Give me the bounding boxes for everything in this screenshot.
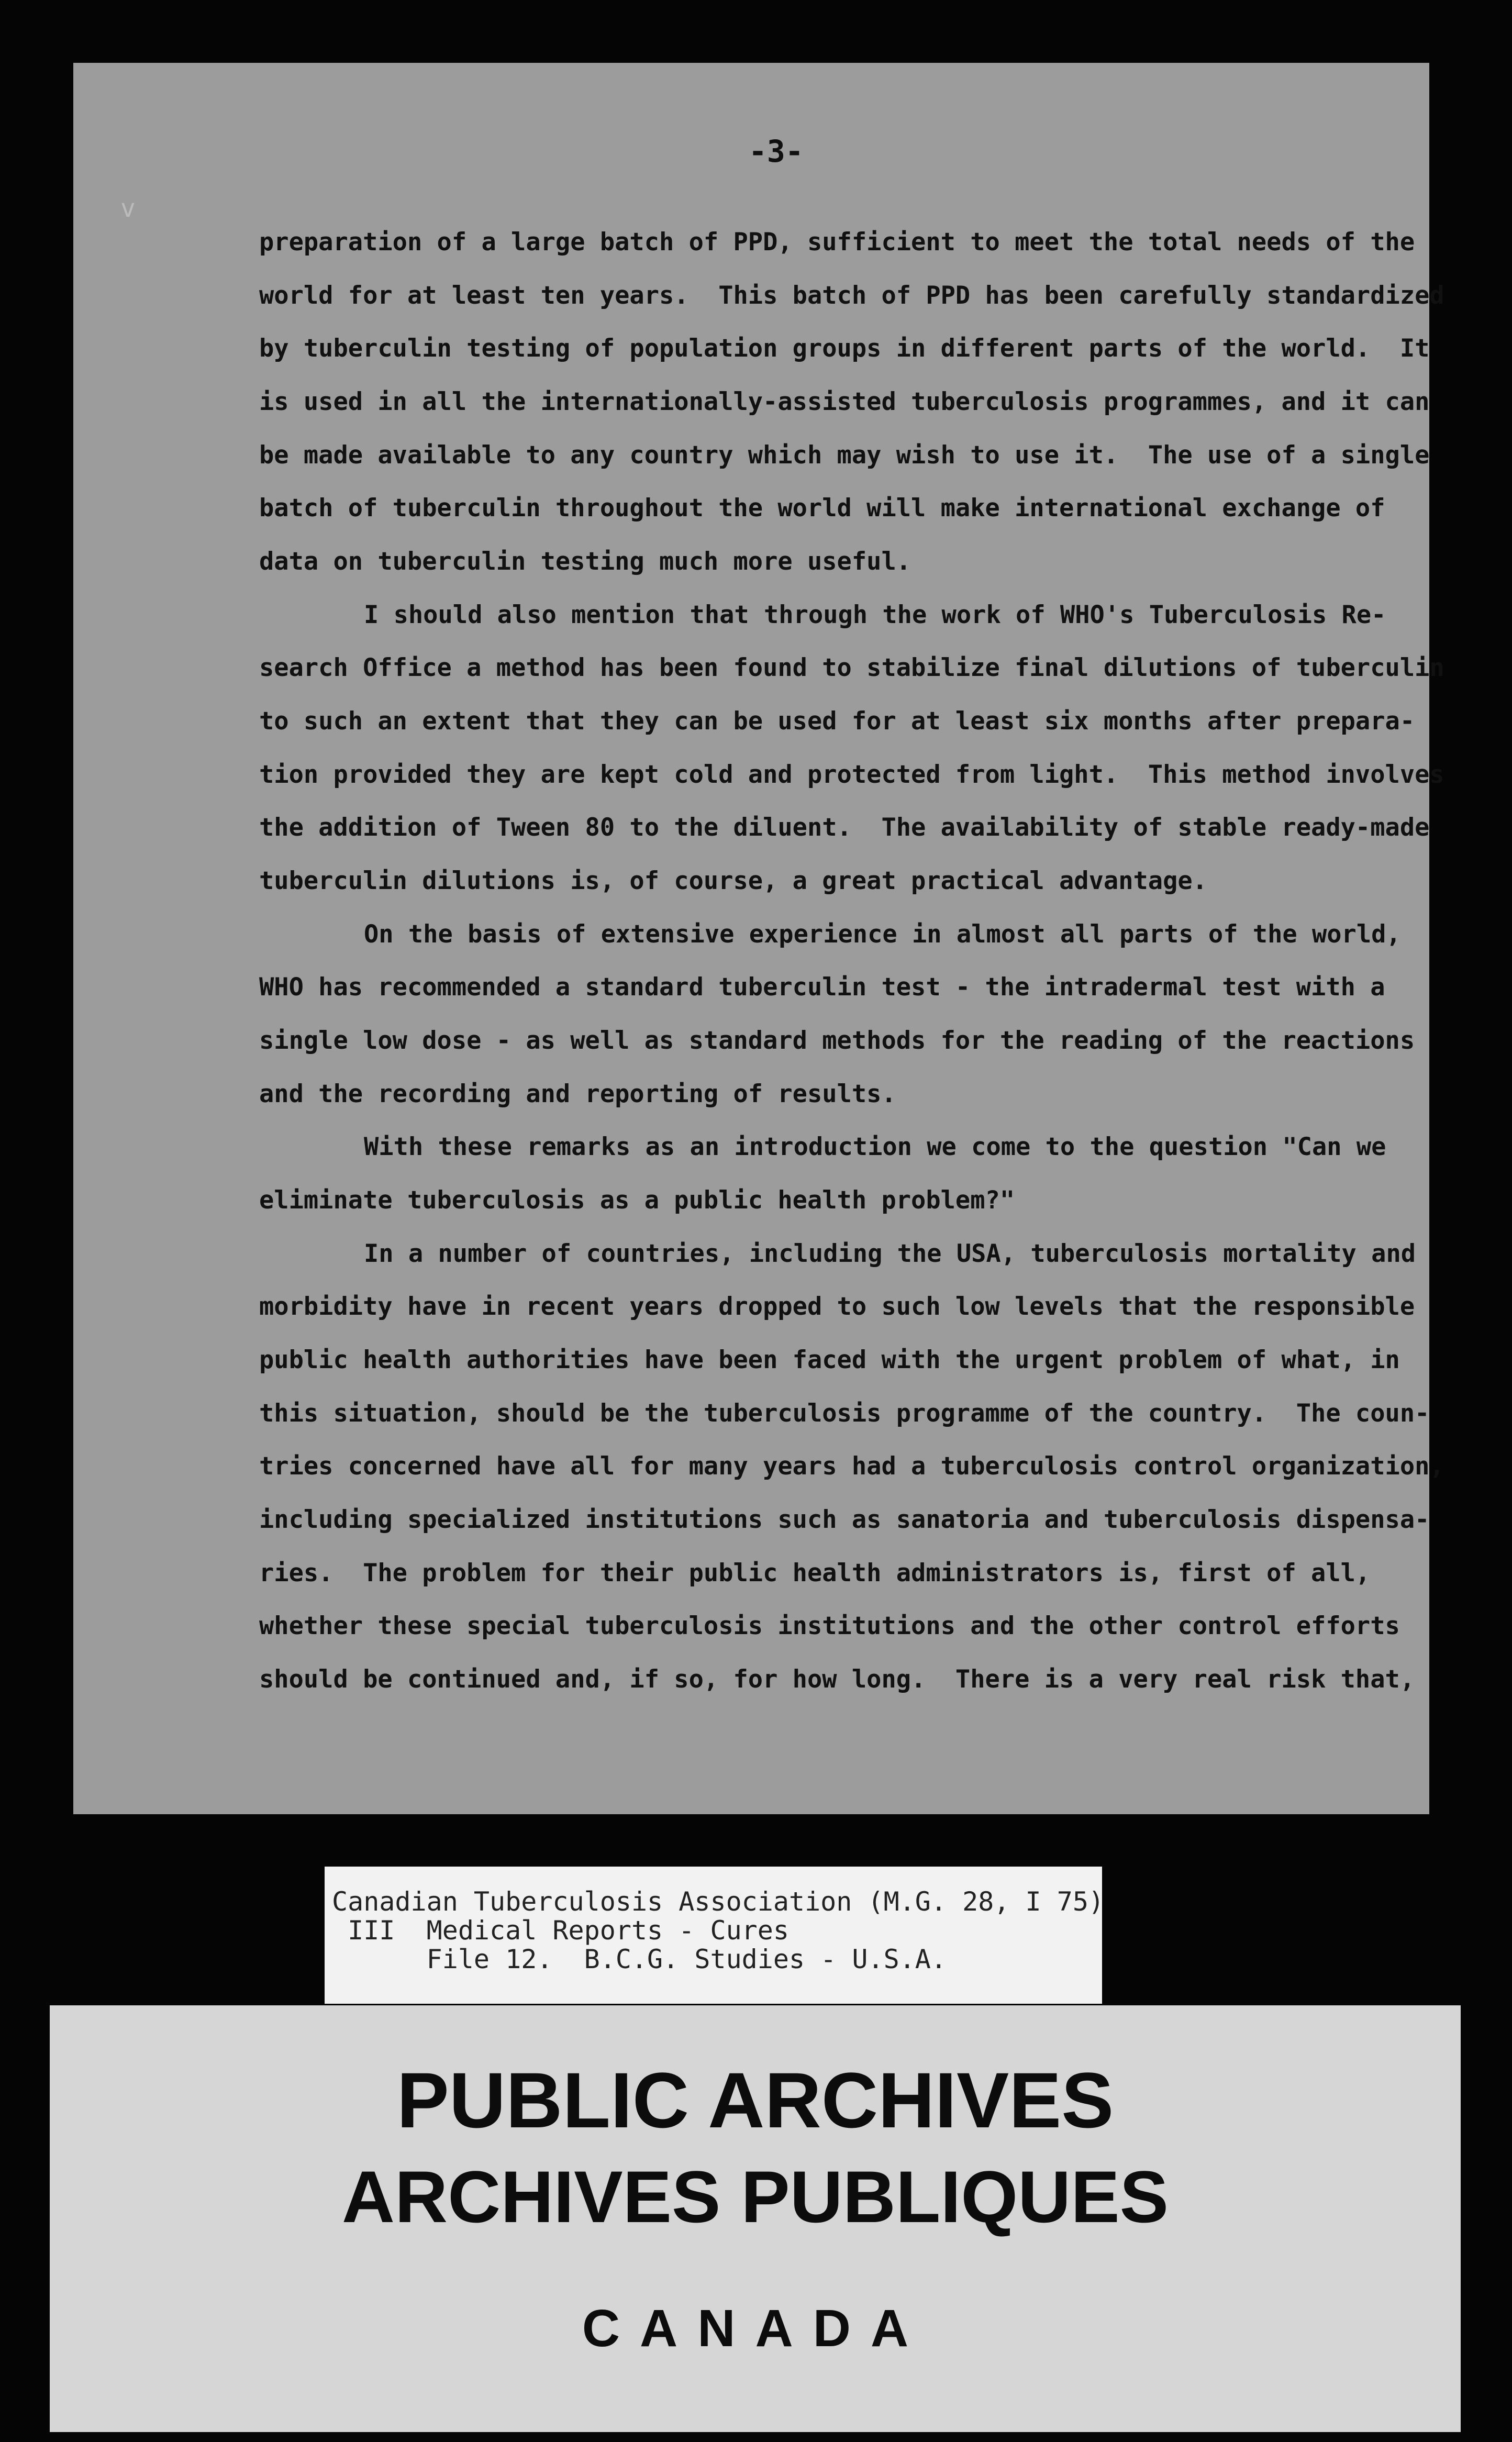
- text-line: batch of tuberculin throughout the world will make international exchange of: [259, 494, 1385, 523]
- text-line: the addition of Tween 80 to the diluent. The availability of stable ready-made: [259, 813, 1430, 842]
- banner-title-en: PUBLIC ARCHIVES: [396, 2056, 1114, 2144]
- text-line: and the recording and reporting of results.: [259, 1080, 896, 1108]
- label-line: Canadian Tuberculosis Association (M.G. 28, I 75): [332, 1886, 1105, 1917]
- text-line: tuberculin dilutions is, of course, a great practical advantage.: [259, 867, 1207, 895]
- label-line: File 12. B.C.G. Studies - U.S.A.: [332, 1944, 947, 1974]
- text-line: by tuberculin testing of population groups in different parts of the world. It: [259, 334, 1430, 363]
- text-line: to such an extent that they can be used for at least six months after prepara-: [259, 707, 1415, 736]
- archive-label: [325, 1867, 1105, 2004]
- page-number: -3-: [749, 134, 804, 169]
- text-line: should be continued and, if so, for how long. There is a very real risk that,: [259, 1665, 1415, 1694]
- text-line: I should also mention that through the work of WHO's Tuberculosis Re-: [364, 601, 1386, 629]
- text-line: world for at least ten years. This batch of PPD has been carefully standardized: [259, 281, 1444, 310]
- text-line: ries. The problem for their public health administrators is, first of all,: [259, 1559, 1371, 1588]
- text-line: tion provided they are kept cold and protected from light. This method involves: [259, 760, 1444, 789]
- text-line: In a number of countries, including the USA, tuberculosis mortality and: [364, 1239, 1416, 1268]
- text-line: search Office a method has been found to stabilize final dilutions of tuberculin: [259, 653, 1444, 682]
- text-line: tries concerned have all for many years had a tuberculosis control organization,: [259, 1452, 1444, 1481]
- text-line: preparation of a large batch of PPD, sufficient to meet the total needs of the: [259, 228, 1415, 257]
- text-line: data on tuberculin testing much more useful.: [259, 547, 911, 576]
- document-page: [73, 63, 1444, 1814]
- text-line: morbidity have in recent years dropped to such low levels that the responsible: [259, 1292, 1415, 1321]
- text-line: including specialized institutions such as sanatoria and tuberculosis dispensa-: [259, 1505, 1430, 1534]
- text-line: WHO has recommended a standard tuberculin test - the intradermal test with a: [259, 973, 1385, 1002]
- page-marker: v: [120, 194, 136, 223]
- banner-country: CANADA: [582, 2299, 929, 2358]
- text-line: be made available to any country which may wish to use it. The use of a single: [259, 441, 1430, 470]
- text-line: eliminate tuberculosis as a public health problem?": [259, 1186, 1015, 1215]
- text-line: With these remarks as an introduction we come to the question "Can we: [364, 1133, 1386, 1161]
- banner-title-fr: ARCHIVES PUBLIQUES: [341, 2156, 1169, 2238]
- text-line: single low dose - as well as standard methods for the reading of the reactions: [259, 1026, 1415, 1055]
- archives-banner: [50, 2005, 1461, 2432]
- text-line: public health authorities have been faced with the urgent problem of what, in: [259, 1346, 1400, 1374]
- text-line: On the basis of extensive experience in almost all parts of the world,: [364, 920, 1401, 949]
- label-line: III Medical Reports - Cures: [332, 1915, 789, 1946]
- text-line: this situation, should be the tuberculosis programme of the country. The coun-: [259, 1399, 1430, 1428]
- text-line: is used in all the internationally-assisted tuberculosis programmes, and it can: [259, 387, 1430, 416]
- text-line: whether these special tuberculosis institutions and the other control efforts: [259, 1612, 1400, 1640]
